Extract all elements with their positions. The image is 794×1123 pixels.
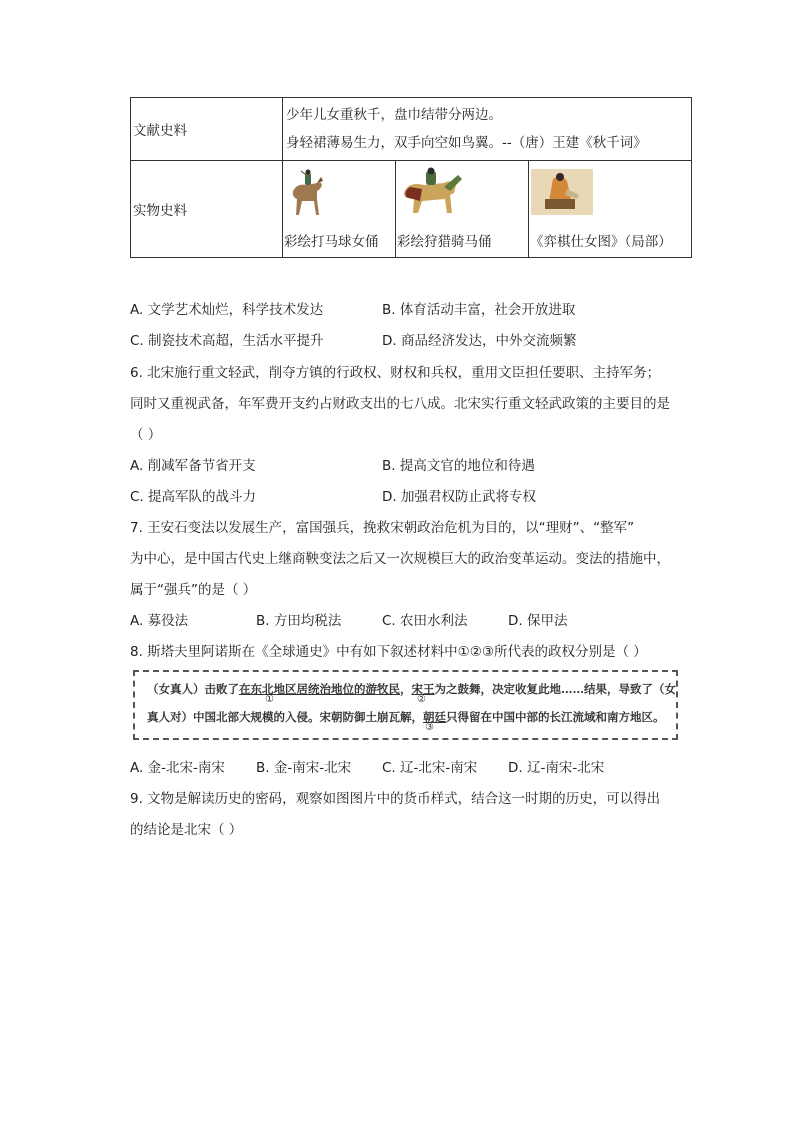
physical-source-label: 实物史料 [131, 161, 283, 258]
q6-option-c[interactable]: C. 提高军队的战斗力 [130, 489, 257, 505]
q6-option-d[interactable]: D. 加强君权防止武将专权 [382, 489, 536, 505]
quote-line-1 [147, 681, 676, 697]
quote-marker-2: ② [417, 694, 426, 705]
quote-underline-1: 在东北地区居统治地位的游牧民 [239, 682, 400, 696]
relic-cell-2 [396, 161, 529, 258]
q8-option-c[interactable]: C. 辽-北宋-南宋 [382, 760, 478, 776]
q5-option-b[interactable]: B. 体育活动丰富，社会开放进取 [382, 302, 576, 318]
quote-underline-2: 宋王 [411, 682, 435, 696]
q6-stem-line-2: 同时又重视武备，年军费开支约占财政支出的七八成。北宋实行重文轻武政策的主要目的是 [130, 396, 670, 412]
q8-option-a[interactable]: A. 金-北宋-南宋 [130, 760, 225, 776]
relic-caption-1: 彩绘打马球女俑 [284, 234, 379, 250]
poem-line-2: 身轻裙薄易生力，双手向空如鸟翼。--（唐）王建《秋千词》 [286, 135, 647, 151]
literary-source-row [131, 98, 692, 161]
painting-icon [531, 169, 593, 215]
literary-source-label: 文献史料 [131, 98, 283, 161]
poem-line-1: 少年儿女重秋千，盘巾结带分两边。 [286, 107, 502, 123]
relic-cell-3 [529, 161, 692, 258]
source-table [130, 97, 692, 258]
q6-option-b[interactable]: B. 提高文官的地位和待遇 [382, 458, 535, 474]
q6-answer-blank: （ ） [130, 427, 162, 443]
q5-option-c[interactable]: C. 制瓷技术高超，生活水平提升 [130, 333, 324, 349]
q6-option-a[interactable]: A. 削减军备节省开支 [130, 458, 256, 474]
q8-quote-box [133, 670, 678, 740]
q6-stem-line-1: 6. 北宋施行重文轻武，削夺方镇的行政权、财权和兵权，重用文臣担任要职、主持军务； [130, 365, 661, 381]
q9-stem-line-1: 9. 文物是解读历史的密码，观察如图图片中的货币样式，结合这一时期的历史，可以得出 [130, 791, 661, 807]
q7-option-d[interactable]: D. 保甲法 [508, 613, 568, 629]
q7-option-b[interactable]: B. 方田均税法 [256, 613, 342, 629]
quote-underline-3: 朝廷 [423, 710, 446, 724]
hunting-horse-figurine-icon [400, 167, 466, 219]
q8-option-b[interactable]: B. 金-南宋-北宋 [256, 760, 352, 776]
relic-caption-3: 《弈棋仕女图》（局部） [530, 234, 672, 250]
quote-text-4: 真人对）中国北部大规模的入侵。宋朝防御土崩瓦解， [147, 710, 423, 724]
q7-option-c[interactable]: C. 农田水利法 [382, 613, 468, 629]
q9-stem-line-2: 的结论是北宋（ ） [130, 822, 243, 838]
quote-text-1: （女真人）击败了 [147, 682, 239, 696]
relic-caption-2: 彩绘狩猎骑马俑 [397, 234, 492, 250]
quote-line-2 [147, 709, 665, 725]
q7-stem-line-2: 为中心，是中国古代史上继商鞅变法之后又一次规模巨大的政治变革运动。变法的措施中， [130, 551, 670, 567]
quote-text-3: 为之鼓舞，决定收复此地……结果，导致了（女 [434, 682, 676, 696]
quote-text-5: 只得留在中国中部的长江流域和南方地区。 [446, 710, 665, 724]
relic-cell-1 [283, 161, 396, 258]
q7-stem-line-3: 属于“强兵”的是（ ） [130, 582, 257, 598]
quote-marker-3: ③ [425, 722, 434, 733]
q8-stem-line-1: 8. 斯塔夫里阿诺斯在《全球通史》中有如下叙述材料中①②③所代表的政权分别是（ ） [130, 644, 647, 660]
horse-rider-figurine-icon [287, 169, 327, 219]
physical-source-row [131, 161, 692, 258]
q8-option-d[interactable]: D. 辽-南宋-北宋 [508, 760, 605, 776]
poem-cell [283, 98, 692, 161]
quote-marker-1: ① [265, 694, 274, 705]
q7-stem-line-1: 7. 王安石变法以发展生产，富国强兵，挽救宋朝政治危机为目的，以“理财”、“整军” [130, 520, 635, 536]
quote-text-2: ， [400, 682, 412, 696]
q7-option-a[interactable]: A. 募役法 [130, 613, 189, 629]
q5-option-d[interactable]: D. 商品经济发达，中外交流频繁 [382, 333, 577, 349]
q5-option-a[interactable]: A. 文学艺术灿烂，科学技术发达 [130, 302, 324, 318]
